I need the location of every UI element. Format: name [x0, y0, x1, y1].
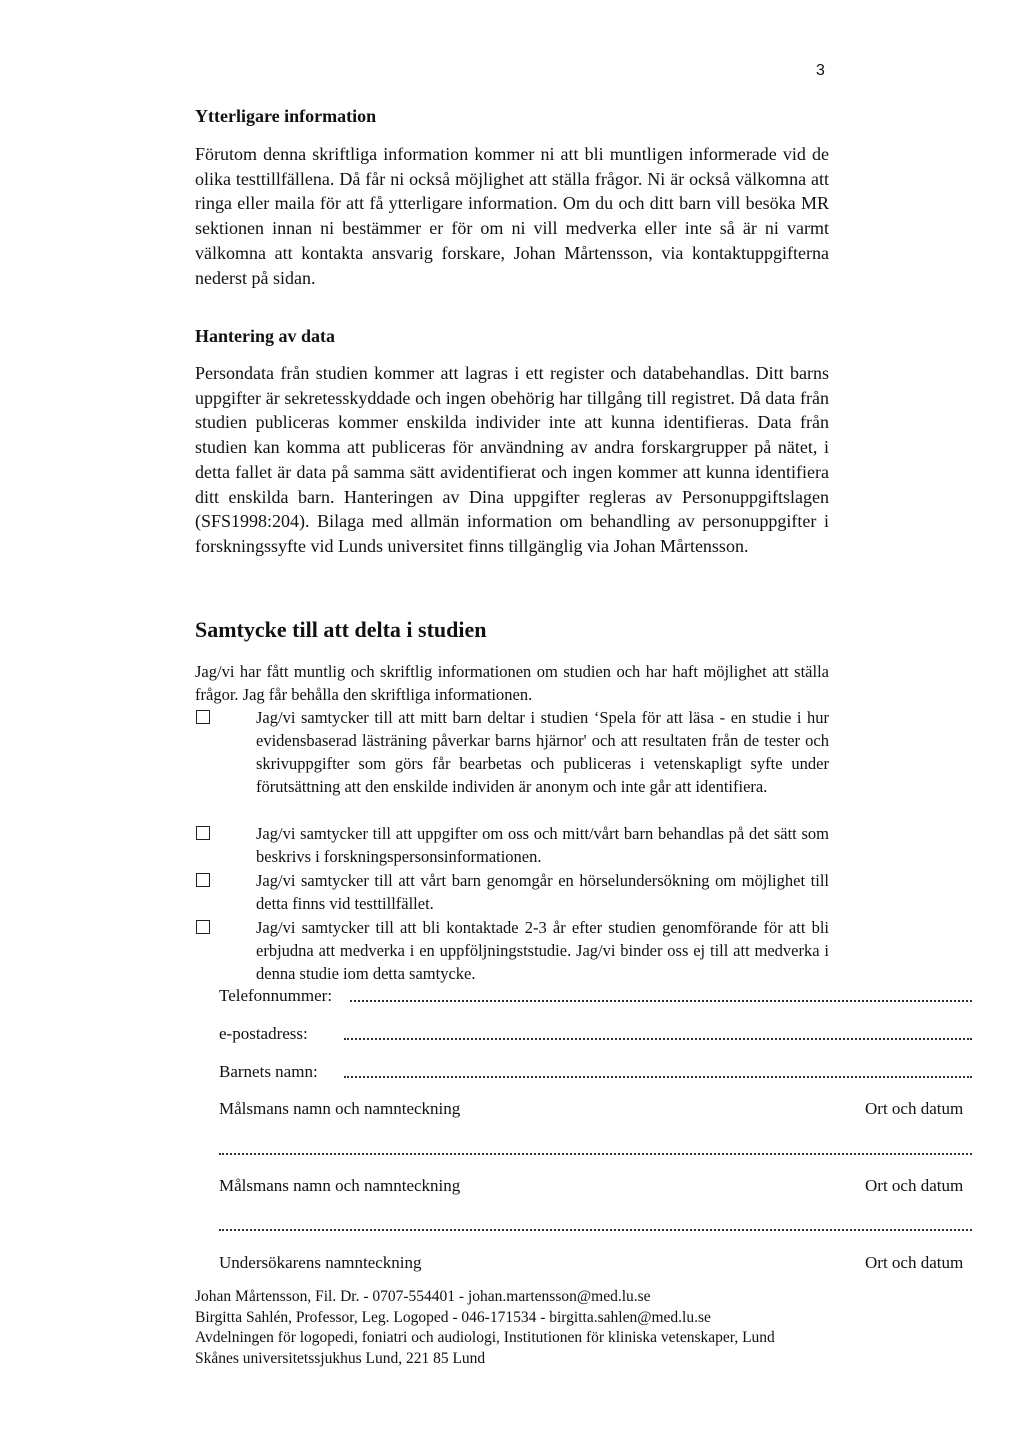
consent-intro: Jag/vi har fått muntlig och skriftlig informationen om studien och har haft möjlighet att ställa frågor. Jag får behålla den skriftliga informationen. — [195, 662, 829, 704]
footer-contact-2: Birgitta Sahlén, Professor, Leg. Logoped - 046-171534 - birgitta.sahlen@med.lu.se — [195, 1309, 711, 1326]
data-paragraph: Persondata från studien kommer att lagras i ett register och databehandlas. Ditt barns uppgifter är sekretesskyddade och ingen obehörig har tillgång till registret. Då data från studien publiceras kommer enskilda individer inte att kunna identifieras. Data från studien kan komma att publiceras för användning av andra forskargrupper på nätet, i detta fallet är data på samma sätt avidentifierat och ingen kommer att kunna identifiera ditt enskilda barn. Hanteringen av Dina uppgifter regleras av Personuppgiftslagen (SFS1998:204). Bilaga med allmän information om behandling av personuppgifter i forskningssyfte vid Lunds universitet finns tillgänglig via Johan Mårtensson. — [195, 363, 829, 556]
phone-field[interactable] — [350, 1000, 972, 1002]
examiner-signature-label: Undersökarens namnteckning — [219, 1253, 422, 1272]
email-label: e-postadress: — [219, 1024, 308, 1043]
consent-item-3: Jag/vi samtycker till att vårt barn genomgår en hörselundersökning om möjlighet till detta finns vid testtillfället. — [256, 871, 829, 913]
footer-contact-1: Johan Mårtensson, Fil. Dr. - 0707-554401 - johan.martensson@med.lu.se — [195, 1288, 651, 1305]
consent-checkbox-3[interactable] — [196, 873, 210, 887]
email-field[interactable] — [344, 1038, 972, 1040]
phone-label: Telefonnummer: — [219, 986, 333, 1005]
info-paragraph: Förutom denna skriftliga information kommer ni att bli muntligen informerade vid de olika testtillfällena. Då får ni också möjlighet att ställa frågor. Ni är också välkomna att ringa eller maila för att få ytterligare information. Om du och ditt barn vill besöka MR sektionen innan ni bestämmer er för om ni vill medverka eller inte så är ni varmt välkomna att kontakta ansvarig forskare, Johan Mårtensson, via kontaktuppgifterna nederst på sidan. — [195, 144, 829, 288]
consent-item-2: Jag/vi samtycker till att uppgifter om oss och mitt/vårt barn behandlas på det sätt som beskrivs i forskningspersonsinformationen. — [256, 824, 829, 866]
consent-title: Samtycke till att delta i studien — [195, 617, 487, 642]
child-name-field[interactable] — [344, 1076, 972, 1078]
child-name-label: Barnets namn: — [219, 1062, 318, 1081]
guardian-signature-label-2: Målsmans namn och namnteckning — [219, 1176, 461, 1195]
info-heading: Ytterligare information — [195, 106, 377, 126]
guardian-signature-line-1[interactable] — [219, 1153, 972, 1155]
place-date-label-2: Ort och datum — [865, 1176, 964, 1195]
footer-address: Skånes universitetssjukhus Lund, 221 85 Lund — [195, 1350, 486, 1367]
consent-checkbox-1[interactable] — [196, 710, 210, 724]
consent-item-1: Jag/vi samtycker till att mitt barn deltar i studien ‘Spela för att läsa - en studie i hur evidensbaserad lästräning påverkar barns hjärnor' och att resultaten från de tester och skrivuppgifter som görs får bearbetas och publiceras i vetenskapligt syfte under förutsättning att den enskilde individen är anonym och inte går att identifiera. — [256, 708, 829, 796]
footer-department: Avdelningen för logopedi, foniatri och audiologi, Institutionen för kliniska vetenskaper, Lund — [195, 1329, 775, 1346]
consent-item-4: Jag/vi samtycker till att bli kontaktade 2-3 år efter studien genomförande för att bli erbjudna att medverka i en uppföljningststudie. Jag/vi binder oss ej till att medverka i denna studie iom detta samtycke. — [256, 918, 829, 983]
consent-checkbox-4[interactable] — [196, 920, 210, 934]
guardian-signature-line-2[interactable] — [219, 1229, 972, 1231]
guardian-signature-label-1: Målsmans namn och namnteckning — [219, 1099, 461, 1118]
place-date-label-1: Ort och datum — [865, 1099, 964, 1118]
place-date-label-3: Ort och datum — [865, 1253, 964, 1272]
consent-checkbox-2[interactable] — [196, 826, 210, 840]
data-heading: Hantering av data — [195, 326, 336, 346]
page-number: 3 — [816, 62, 825, 79]
